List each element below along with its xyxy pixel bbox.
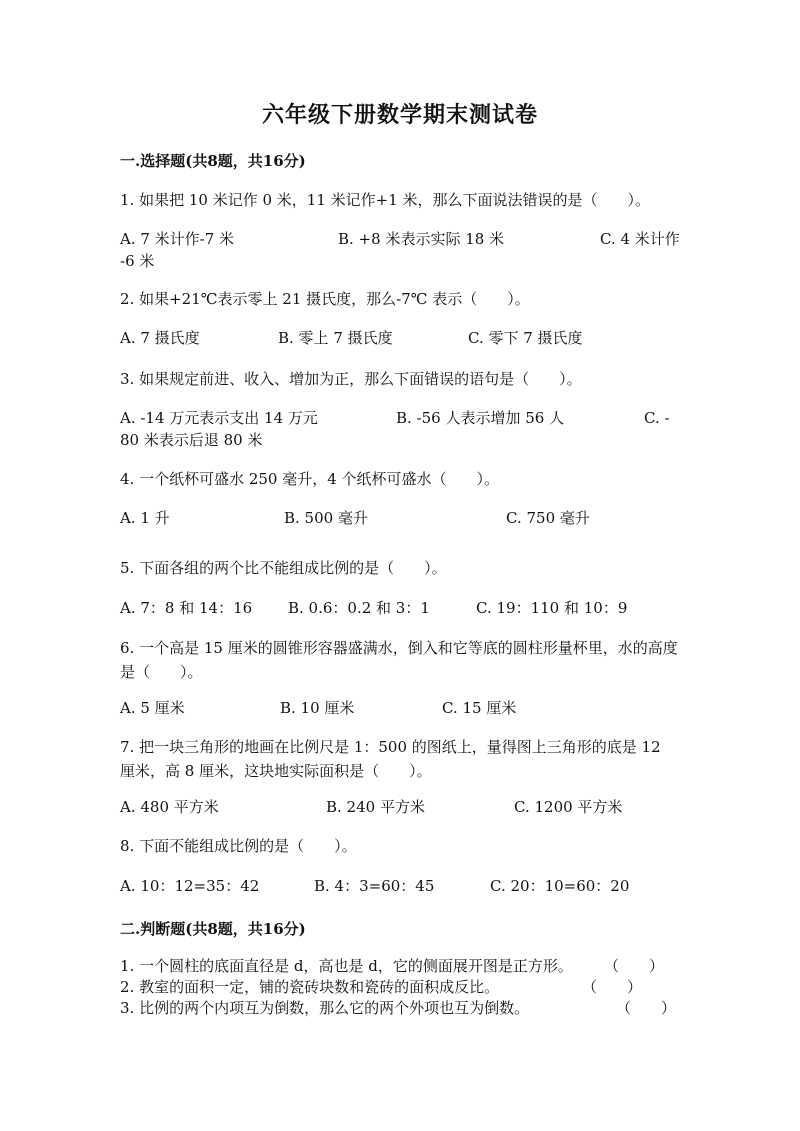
options-row bbox=[120, 406, 680, 430]
option-c: C. 19：110 和 10：9 bbox=[476, 599, 628, 617]
option-a: A. 10：12=35：42 bbox=[120, 877, 260, 895]
option-b: B. 10 厘米 bbox=[280, 699, 355, 717]
option-b: B. 零上 7 摄氏度 bbox=[278, 329, 393, 347]
options-row bbox=[120, 696, 680, 720]
option-b: B. +8 米表示实际 18 米 bbox=[338, 230, 505, 248]
answer-blank: （ ） bbox=[604, 957, 665, 975]
answer-blank: （ ） bbox=[616, 999, 677, 1017]
option-a: A. 7 米计作-7 米 bbox=[120, 230, 235, 248]
option-a: A. 7 摄氏度 bbox=[120, 329, 200, 347]
option-a: A. 5 厘米 bbox=[120, 699, 185, 717]
option-c: C. 零下 7 摄氏度 bbox=[468, 329, 583, 347]
option-b: B. 0.6：0.2 和 3：1 bbox=[288, 599, 430, 617]
option-c: C. 1200 平方米 bbox=[514, 798, 623, 816]
question-5: 5. 下面各组的两个比不能组成比例的是（ ）。 bbox=[120, 559, 447, 577]
options-row bbox=[120, 227, 680, 251]
question-3: 3. 如果规定前进、收入、增加为正，那么下面错误的语句是（ ）。 bbox=[120, 370, 582, 388]
answer-blank: （ ） bbox=[582, 978, 643, 996]
option-a: A. 480 平方米 bbox=[120, 798, 219, 816]
options-row bbox=[120, 326, 680, 350]
question-6: 6. 一个高是 15 厘米的圆锥形容器盛满水，倒入和它等底的圆柱形量杯里，水的高度是（ ）。 bbox=[120, 639, 678, 681]
option-b: B. -56 人表示增加 56 人 bbox=[396, 409, 565, 427]
question-4: 4. 一个纸杯可盛水 250 毫升，4 个纸杯可盛水（ ）。 bbox=[120, 470, 500, 488]
section-heading-judgement: 二.判断题(共8题，共16分) bbox=[120, 920, 306, 938]
question-2: 2. 如果+21℃表示零上 21 摄氏度，那么-7℃ 表示（ ）。 bbox=[120, 290, 530, 308]
option-c: C. 750 毫升 bbox=[506, 509, 590, 527]
option-c: C. 4 米计作 bbox=[600, 230, 680, 248]
page-title: 六年级下册数学期末测试卷 bbox=[261, 102, 538, 128]
option-a: A. 1 升 bbox=[120, 509, 170, 527]
option-b: B. 240 平方米 bbox=[326, 798, 425, 816]
option-b: B. 500 毫升 bbox=[284, 509, 368, 527]
option-continuation: -6 米 bbox=[120, 252, 155, 270]
question-8: 8. 下面不能组成比例的是（ ）。 bbox=[120, 837, 357, 855]
options-row bbox=[120, 596, 680, 620]
judgement-2 bbox=[120, 977, 680, 997]
section-heading-choice: 一.选择题(共8题，共16分) bbox=[120, 152, 306, 170]
options-row bbox=[120, 506, 680, 530]
judgement-3 bbox=[120, 998, 680, 1018]
option-c: C. 15 厘米 bbox=[442, 699, 517, 717]
judgement-text: 2. 教室的面积一定，铺的瓷砖块数和瓷砖的面积成反比。 bbox=[120, 978, 500, 996]
option-a: A. -14 万元表示支出 14 万元 bbox=[120, 409, 318, 427]
question-7: 7. 把一块三角形的地画在比例尺是 1：500 的图纸上，量得图上三角形的底是 12 厘米，高 8 厘米，这块地实际面积是（ ）。 bbox=[120, 738, 661, 780]
options-row bbox=[120, 874, 680, 898]
question-1: 1. 如果把 10 米记作 0 米，11 米记作+1 米，那么下面说法错误的是（ ）。 bbox=[120, 191, 651, 209]
option-c: C. 20：10=60：20 bbox=[490, 877, 630, 895]
judgement-1 bbox=[120, 956, 680, 976]
option-b: B. 4：3=60：45 bbox=[314, 877, 435, 895]
judgement-text: 1. 一个圆柱的底面直径是 d，高也是 d，它的侧面展开图是正方形。 bbox=[120, 957, 573, 975]
option-a: A. 7：8 和 14：16 bbox=[120, 599, 253, 617]
judgement-text: 3. 比例的两个内项互为倒数，那么它的两个外项也互为倒数。 bbox=[120, 999, 530, 1017]
option-c: C. - bbox=[644, 409, 670, 427]
option-continuation: 80 米表示后退 80 米 bbox=[120, 431, 263, 449]
options-row bbox=[120, 795, 680, 819]
